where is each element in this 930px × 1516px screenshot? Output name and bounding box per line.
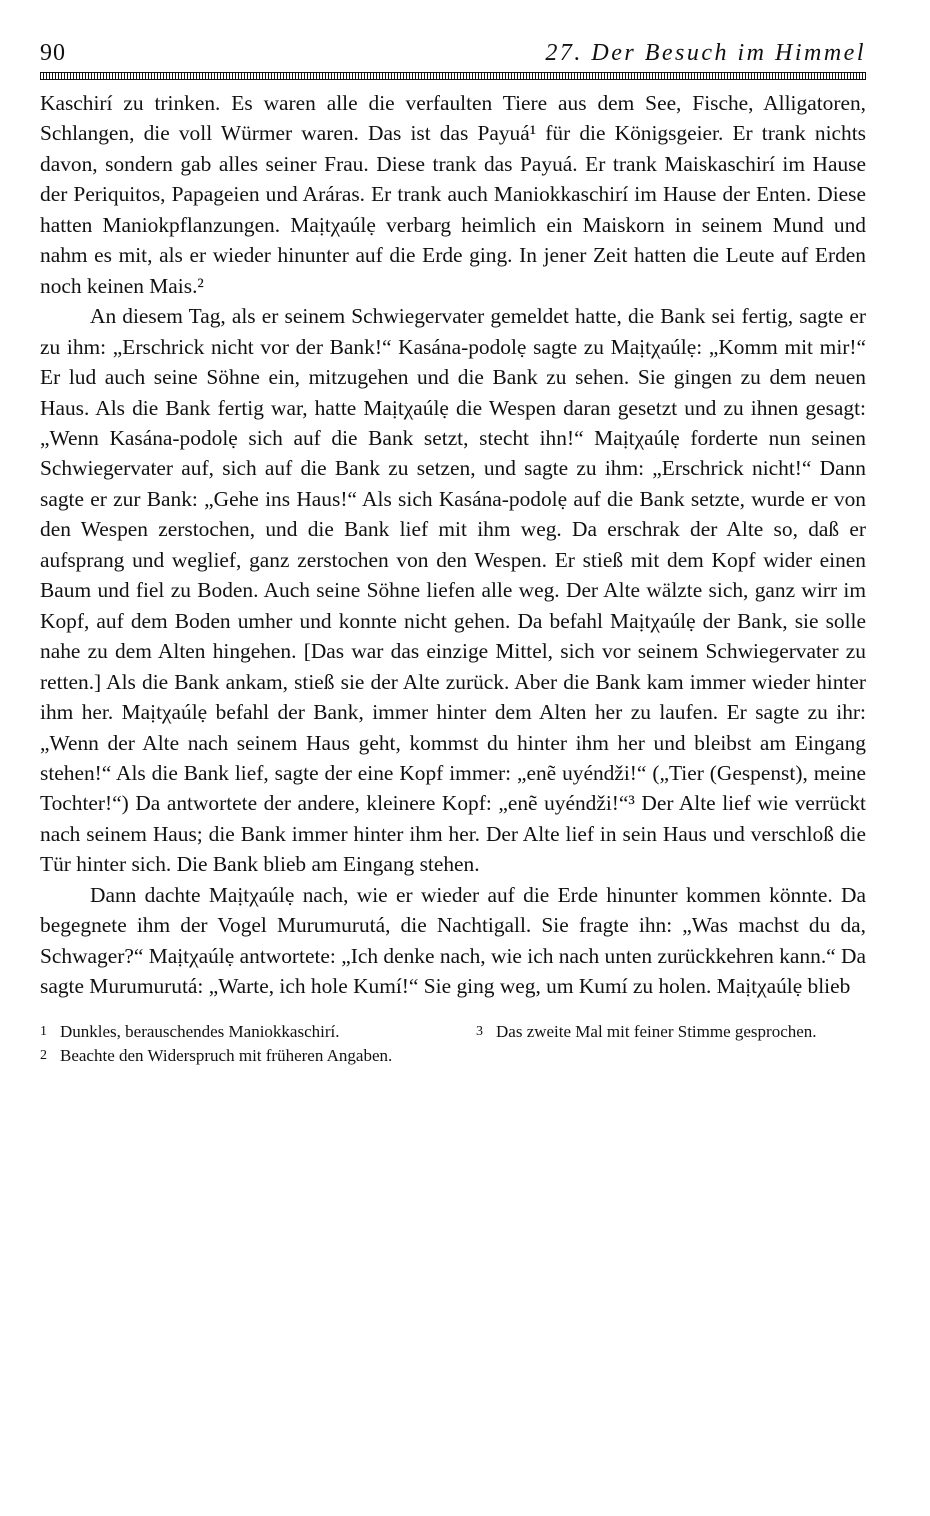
footnotes-right-column <box>476 1020 866 1068</box>
chapter-title: 27. Der Besuch im Himmel <box>545 40 866 66</box>
footnote-2-text: Beachte den Widerspruch mit früheren Angaben. <box>60 1045 393 1065</box>
paragraph-3: Dann dachte Maịtχaúlẹ nach, wie er wieder auf die Erde hinunter kommen könnte. Da begegnete ihm der Vogel Murumurutá, die Nachtigall. Sie fragte ihn: „Was machst du da, Schwager?“ Maịtχaúlẹ antwortete: „Ich denke nach, wie ich nach unten zurückkehren kann.“ Da sagte Murumurutá: „Warte, ich hole Kumí!“ Sie ging weg, um Kumí zu holen. Maịtχaúlẹ blieb <box>40 882 866 999</box>
footnote-3-text: Das zweite Mal mit feiner Stimme gesprochen. <box>496 1021 817 1041</box>
footnote-1-number: 1 <box>40 1023 47 1039</box>
paragraph-1: Kaschirí zu trinken. Es waren alle die verfaulten Tiere aus dem See, Fische, Alligatoren, Schlangen, die voll Würmer waren. Das ist das Payuá¹ für die Königsgeier. Er trank nichts davon, sondern gab alles seiner Frau. Diese trank das Payuá. Er trank Maiskaschirí im Hause der Periquitos, Papageien und Aráras. Er trank auch Maniokkaschirí im Hause der Enten. Diese hatten Maniokpflanzungen. Maịtχaúlẹ verbarg heimlich ein Maiskorn in seinem Mund und nahm es mit, als er wieder hinunter auf die Erde ging. In jener Zeit hatten die Leute auf Erden noch keinen Mais.² <box>40 91 866 298</box>
footnote-1-text: Dunkles, berauschendes Maniokkaschirí. <box>60 1021 340 1041</box>
footnotes-left-column <box>40 1020 460 1068</box>
running-head <box>40 40 866 70</box>
footnote-2 <box>40 1044 460 1068</box>
footnote-3 <box>476 1020 866 1044</box>
body-text <box>40 88 866 1002</box>
header-rule <box>40 72 866 80</box>
page-number: 90 <box>40 40 66 66</box>
paragraph-2: An diesem Tag, als er seinem Schwiegervater gemeldet hatte, die Bank sei fertig, sagte er zu ihm: „Erschrick nicht vor der Bank!“ Kasána-podolẹ sagte zu Maịtχaúlẹ: „Komm mit mir!“ Er lud auch seine Söhne ein, mitzugehen und die Bank zu sehen. Sie gingen zu dem neuen Haus. Als die Bank fertig war, hatte Maịtχaúlẹ die Wespen daran gesetzt und zu ihnen gesagt: „Wenn Kasána-podolẹ sich auf die Bank setzt, stecht ihn!“ Maịtχaúlẹ forderte nun seinen Schwiegervater auf, sich auf die Bank zu setzen, und sagte zu ihm: „Erschrick nicht!“ Dann sagte er zur Bank: „Gehe ins Haus!“ Als sich Kasána-podolẹ auf die Bank setzte, wurde er von den Wespen zerstochen, und die Bank lief mit ihm weg. Da erschrak der Alte so, daß er aufsprang und weglief, ganz zerstochen von den Wespen. Er stieß mit dem Kopf wider einen Baum und fiel zu Boden. Auch seine Söhne liefen alle weg. Der Alte wälzte sich, ganz wirr im Kopf, auf dem Boden umher und konnte nicht gehen. Da befahl Maịtχaúlẹ der Bank, sie solle nahe zu dem Alten hingehen. [Das war das einzige Mittel, sich vor seinem Schwiegervater zu retten.] Als die Bank ankam, stieß sie der Alte zurück. Aber die Bank kam immer wieder hinter ihm her. Maịtχaúlẹ befahl der Bank, immer hinter dem Alten her zu laufen. Er sagte zu ihr: „Wenn der Alte nach seinem Haus geht, kommst du hinter ihm her und bleibst am Eingang stehen!“ Als die Bank lief, sagte der eine Kopf immer: „enẽ uyéndži!“ („Tier (Gespenst), meine Tochter!“) Da antwortete der andere, kleinere Kopf: „enẽ uyéndži!“³ Der Alte lief wie verrückt nach seinem Haus; die Bank immer hinter ihm her. Der Alte lief in sein Haus und verschloß die Tür hinter sich. Die Bank blieb am Eingang stehen. <box>40 304 866 877</box>
footnote-3-number: 3 <box>476 1023 483 1039</box>
book-page <box>40 40 866 1068</box>
footnote-2-number: 2 <box>40 1047 47 1063</box>
footnote-1 <box>40 1020 460 1044</box>
footnotes <box>40 1020 866 1068</box>
